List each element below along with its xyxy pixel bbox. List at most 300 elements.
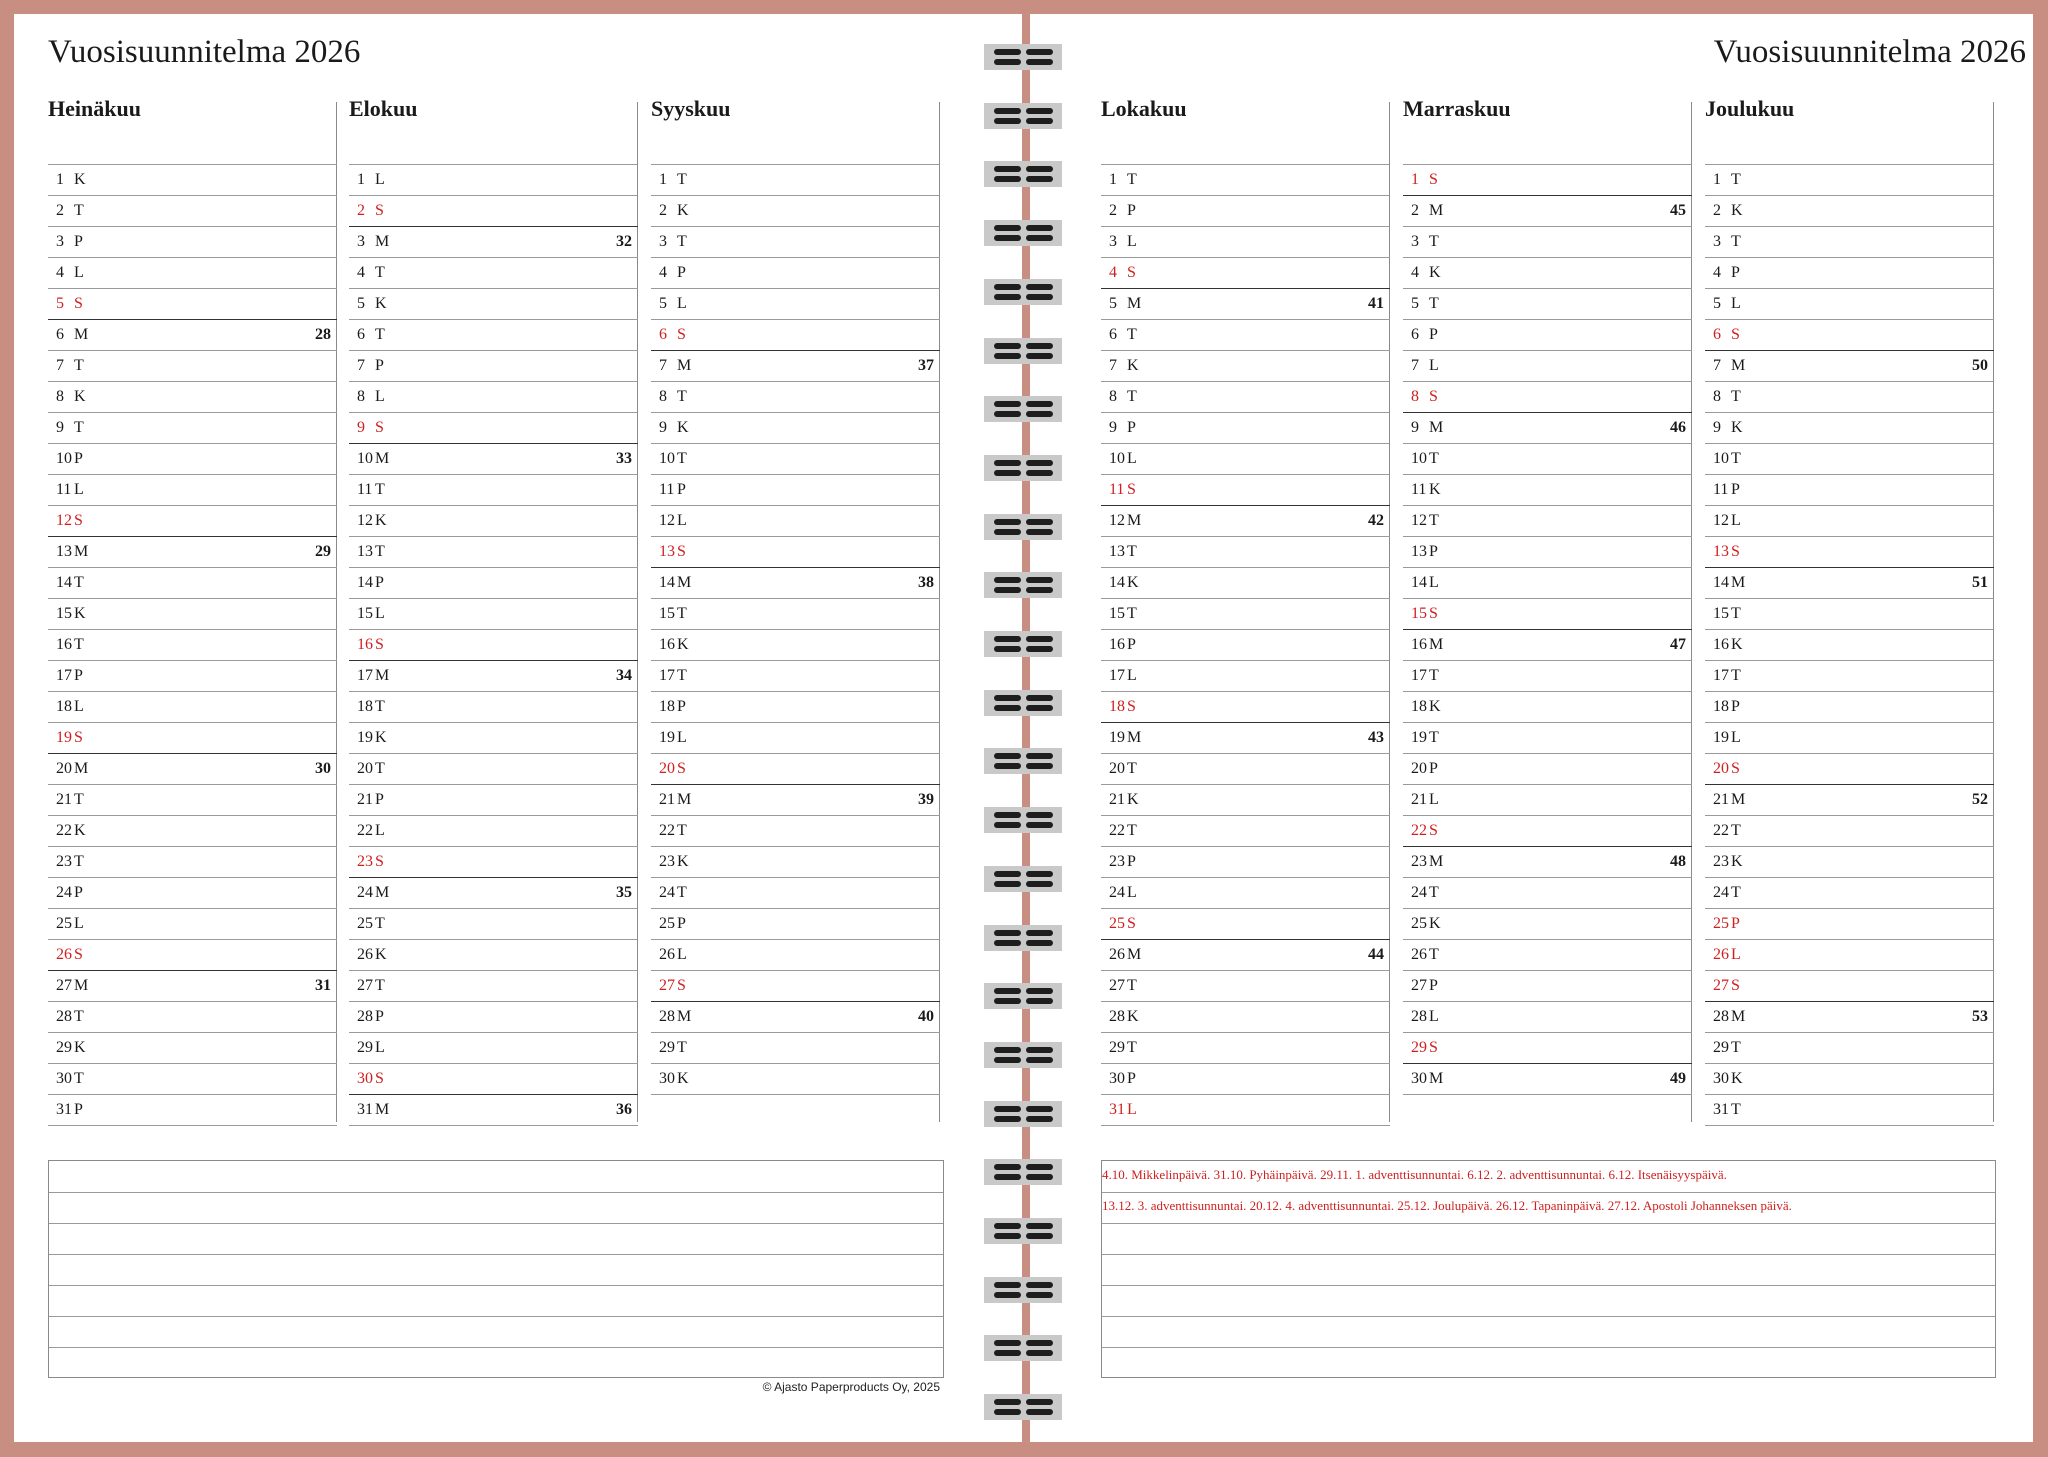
weekday-letter: T bbox=[74, 791, 84, 808]
day-row[interactable] bbox=[1705, 568, 1994, 599]
day-row[interactable] bbox=[651, 506, 940, 537]
day-row[interactable] bbox=[1403, 940, 1692, 971]
day-row[interactable] bbox=[349, 847, 638, 878]
day-number: 15 bbox=[1109, 605, 1125, 622]
note-line bbox=[1102, 1223, 1995, 1224]
day-number: 26 bbox=[1411, 946, 1427, 963]
binding-ring bbox=[984, 1277, 1062, 1303]
day-row[interactable] bbox=[1403, 258, 1692, 289]
weekday-letter: T bbox=[1127, 822, 1137, 839]
day-number: 8 bbox=[1713, 388, 1721, 405]
binding-ring bbox=[984, 748, 1062, 774]
day-number: 2 bbox=[56, 202, 64, 219]
month-name: Elokuu bbox=[349, 96, 418, 121]
binding-ring bbox=[984, 925, 1062, 951]
day-row[interactable] bbox=[651, 568, 940, 599]
day-row[interactable] bbox=[349, 351, 638, 382]
day-row[interactable] bbox=[651, 227, 940, 258]
day-row[interactable] bbox=[651, 878, 940, 909]
weekday-letter: T bbox=[1429, 512, 1439, 529]
day-row[interactable] bbox=[349, 630, 638, 661]
day-number: 17 bbox=[56, 667, 72, 684]
weekday-letter: T bbox=[1429, 667, 1439, 684]
binding-ring bbox=[984, 1159, 1062, 1185]
day-row[interactable] bbox=[1403, 289, 1692, 320]
day-row[interactable] bbox=[48, 847, 337, 878]
day-number: 21 bbox=[56, 791, 72, 808]
day-row[interactable] bbox=[349, 692, 638, 723]
weekday-letter: M bbox=[677, 574, 692, 591]
weekday-letter: M bbox=[1127, 295, 1142, 312]
day-row[interactable] bbox=[1403, 723, 1692, 754]
weekday-letter: S bbox=[375, 419, 384, 436]
day-row[interactable] bbox=[1101, 289, 1390, 320]
note-line bbox=[49, 1316, 943, 1317]
note-line bbox=[49, 1285, 943, 1286]
day-row[interactable] bbox=[651, 909, 940, 940]
day-row[interactable] bbox=[1101, 320, 1390, 351]
day-row[interactable] bbox=[349, 754, 638, 785]
day-row[interactable] bbox=[651, 320, 940, 351]
day-row[interactable] bbox=[48, 1064, 337, 1095]
day-number: 16 bbox=[56, 636, 72, 653]
binding-ring bbox=[984, 1394, 1062, 1420]
day-row[interactable] bbox=[48, 413, 337, 444]
day-row[interactable] bbox=[651, 692, 940, 723]
note-line bbox=[1102, 1347, 1995, 1348]
day-row[interactable] bbox=[1705, 444, 1994, 475]
weekday-letter: T bbox=[74, 636, 84, 653]
day-row[interactable] bbox=[1403, 382, 1692, 413]
day-row[interactable] bbox=[1403, 599, 1692, 630]
day-row[interactable] bbox=[1101, 909, 1390, 940]
day-row[interactable] bbox=[1101, 382, 1390, 413]
day-number: 3 bbox=[1713, 233, 1721, 250]
day-row[interactable] bbox=[349, 1064, 638, 1095]
weekday-letter: S bbox=[1731, 760, 1740, 777]
day-row[interactable] bbox=[1403, 506, 1692, 537]
day-row[interactable] bbox=[349, 165, 638, 196]
day-number: 21 bbox=[1411, 791, 1427, 808]
day-row[interactable] bbox=[48, 382, 337, 413]
day-row[interactable] bbox=[1101, 661, 1390, 692]
day-row[interactable] bbox=[349, 785, 638, 816]
weekday-letter: T bbox=[1731, 667, 1741, 684]
binding-ring bbox=[984, 807, 1062, 833]
day-number: 18 bbox=[1411, 698, 1427, 715]
day-row[interactable] bbox=[1403, 847, 1692, 878]
day-row[interactable] bbox=[48, 1033, 337, 1064]
day-row[interactable] bbox=[48, 568, 337, 599]
day-row[interactable] bbox=[1101, 1002, 1390, 1033]
day-number: 31 bbox=[1109, 1101, 1125, 1118]
day-row[interactable] bbox=[48, 227, 337, 258]
day-row[interactable] bbox=[1705, 816, 1994, 847]
day-row[interactable] bbox=[48, 630, 337, 661]
day-number: 19 bbox=[56, 729, 72, 746]
day-row[interactable] bbox=[1101, 816, 1390, 847]
binding-ring bbox=[984, 514, 1062, 540]
day-row[interactable] bbox=[48, 444, 337, 475]
week-number: 38 bbox=[918, 574, 934, 591]
weekday-letter: T bbox=[1731, 605, 1741, 622]
day-number: 7 bbox=[659, 357, 667, 374]
day-number: 2 bbox=[1109, 202, 1117, 219]
week-number: 37 bbox=[918, 357, 934, 374]
day-row[interactable] bbox=[1403, 1033, 1692, 1064]
day-row[interactable] bbox=[1705, 971, 1994, 1002]
weekday-letter: T bbox=[677, 233, 687, 250]
day-number: 1 bbox=[56, 171, 64, 188]
day-row[interactable] bbox=[48, 909, 337, 940]
day-row[interactable] bbox=[1101, 475, 1390, 506]
day-number: 19 bbox=[1109, 729, 1125, 746]
week-number: 31 bbox=[315, 977, 331, 994]
day-row[interactable] bbox=[1101, 537, 1390, 568]
day-row[interactable] bbox=[1705, 878, 1994, 909]
weekday-letter: K bbox=[677, 636, 689, 653]
day-row[interactable] bbox=[1101, 227, 1390, 258]
weekday-letter: P bbox=[1127, 1070, 1136, 1087]
day-row[interactable] bbox=[651, 971, 940, 1002]
weekday-letter: L bbox=[1127, 884, 1137, 901]
day-row[interactable] bbox=[1705, 289, 1994, 320]
weekday-letter: K bbox=[1731, 853, 1743, 870]
weekday-letter: M bbox=[375, 1101, 390, 1118]
day-row[interactable] bbox=[349, 661, 638, 692]
day-row[interactable] bbox=[1403, 878, 1692, 909]
day-row[interactable] bbox=[48, 165, 337, 196]
day-row[interactable] bbox=[1101, 599, 1390, 630]
day-row[interactable] bbox=[349, 413, 638, 444]
day-row[interactable] bbox=[651, 661, 940, 692]
weekday-letter: T bbox=[677, 667, 687, 684]
day-row[interactable] bbox=[48, 196, 337, 227]
day-row[interactable] bbox=[1705, 785, 1994, 816]
day-row[interactable] bbox=[651, 537, 940, 568]
day-row[interactable] bbox=[48, 599, 337, 630]
day-row[interactable] bbox=[1403, 537, 1692, 568]
day-row[interactable] bbox=[349, 227, 638, 258]
day-number: 4 bbox=[1411, 264, 1419, 281]
day-row[interactable] bbox=[651, 382, 940, 413]
day-row[interactable] bbox=[349, 878, 638, 909]
day-row[interactable] bbox=[1705, 165, 1994, 196]
day-row[interactable] bbox=[1101, 506, 1390, 537]
day-row[interactable] bbox=[1403, 909, 1692, 940]
day-row[interactable] bbox=[48, 289, 337, 320]
weekday-letter: L bbox=[375, 388, 385, 405]
day-row[interactable] bbox=[1101, 1095, 1390, 1126]
day-row[interactable] bbox=[1403, 1064, 1692, 1095]
day-number: 14 bbox=[659, 574, 675, 591]
day-row[interactable] bbox=[48, 692, 337, 723]
day-row[interactable] bbox=[1705, 196, 1994, 227]
day-row[interactable] bbox=[1101, 785, 1390, 816]
day-row[interactable] bbox=[48, 661, 337, 692]
day-row[interactable] bbox=[1101, 568, 1390, 599]
day-number: 24 bbox=[1713, 884, 1729, 901]
day-row[interactable] bbox=[349, 1002, 638, 1033]
day-number: 20 bbox=[1411, 760, 1427, 777]
day-number: 14 bbox=[357, 574, 373, 591]
day-row[interactable] bbox=[1101, 723, 1390, 754]
day-row[interactable] bbox=[1705, 351, 1994, 382]
day-row[interactable] bbox=[349, 382, 638, 413]
day-row[interactable] bbox=[651, 599, 940, 630]
day-row[interactable] bbox=[48, 506, 337, 537]
day-row[interactable] bbox=[1101, 413, 1390, 444]
day-number: 9 bbox=[659, 419, 667, 436]
day-row[interactable] bbox=[651, 816, 940, 847]
day-row[interactable] bbox=[1101, 630, 1390, 661]
day-row[interactable] bbox=[48, 816, 337, 847]
day-row[interactable] bbox=[1705, 940, 1994, 971]
day-row[interactable] bbox=[1101, 1033, 1390, 1064]
day-row[interactable] bbox=[1101, 444, 1390, 475]
day-row[interactable] bbox=[48, 785, 337, 816]
day-row[interactable] bbox=[1403, 630, 1692, 661]
day-row[interactable] bbox=[1705, 599, 1994, 630]
day-row[interactable] bbox=[651, 940, 940, 971]
day-row[interactable] bbox=[48, 351, 337, 382]
day-row[interactable] bbox=[1705, 754, 1994, 785]
day-row[interactable] bbox=[651, 1002, 940, 1033]
day-number: 27 bbox=[1411, 977, 1427, 994]
day-row[interactable] bbox=[48, 320, 337, 351]
day-row[interactable] bbox=[1705, 692, 1994, 723]
day-row[interactable] bbox=[48, 754, 337, 785]
day-row[interactable] bbox=[1705, 475, 1994, 506]
day-row[interactable] bbox=[1705, 909, 1994, 940]
day-row[interactable] bbox=[349, 444, 638, 475]
day-row[interactable] bbox=[1705, 227, 1994, 258]
day-row[interactable] bbox=[48, 971, 337, 1002]
weekday-letter: S bbox=[677, 760, 686, 777]
day-row[interactable] bbox=[1403, 754, 1692, 785]
day-row[interactable] bbox=[1705, 320, 1994, 351]
day-row[interactable] bbox=[1403, 351, 1692, 382]
day-row[interactable] bbox=[349, 940, 638, 971]
weekday-letter: T bbox=[74, 1070, 84, 1087]
weekday-letter: K bbox=[1127, 791, 1139, 808]
day-row[interactable] bbox=[349, 258, 638, 289]
day-row[interactable] bbox=[1403, 413, 1692, 444]
day-number: 27 bbox=[56, 977, 72, 994]
day-row[interactable] bbox=[1403, 1002, 1692, 1033]
day-row[interactable] bbox=[1403, 475, 1692, 506]
day-number: 29 bbox=[56, 1039, 72, 1056]
day-row[interactable] bbox=[349, 475, 638, 506]
day-number: 29 bbox=[1713, 1039, 1729, 1056]
day-row[interactable] bbox=[1101, 971, 1390, 1002]
day-number: 28 bbox=[357, 1008, 373, 1025]
day-number: 9 bbox=[1109, 419, 1117, 436]
day-row[interactable] bbox=[651, 847, 940, 878]
day-row[interactable] bbox=[1403, 165, 1692, 196]
day-row[interactable] bbox=[1705, 258, 1994, 289]
weekday-letter: T bbox=[74, 357, 84, 374]
day-number: 30 bbox=[56, 1070, 72, 1087]
day-row[interactable] bbox=[349, 506, 638, 537]
weekday-letter: L bbox=[1127, 450, 1137, 467]
weekday-letter: T bbox=[1429, 295, 1439, 312]
day-row[interactable] bbox=[349, 909, 638, 940]
day-row[interactable] bbox=[48, 258, 337, 289]
day-row[interactable] bbox=[1101, 754, 1390, 785]
day-row[interactable] bbox=[651, 289, 940, 320]
day-row[interactable] bbox=[651, 754, 940, 785]
day-row[interactable] bbox=[48, 537, 337, 568]
day-number: 10 bbox=[56, 450, 72, 467]
weekday-letter: M bbox=[1127, 729, 1142, 746]
day-number: 5 bbox=[1109, 295, 1117, 312]
day-row[interactable] bbox=[1403, 692, 1692, 723]
day-number: 6 bbox=[1109, 326, 1117, 343]
day-row[interactable] bbox=[349, 599, 638, 630]
weekday-letter: K bbox=[1429, 481, 1441, 498]
note-line bbox=[49, 1192, 943, 1193]
weekday-letter: T bbox=[1731, 233, 1741, 250]
day-number: 15 bbox=[1713, 605, 1729, 622]
day-row[interactable] bbox=[651, 196, 940, 227]
day-number: 19 bbox=[659, 729, 675, 746]
week-number: 47 bbox=[1670, 636, 1686, 653]
binding-ring bbox=[984, 44, 1062, 70]
weekday-letter: L bbox=[74, 915, 84, 932]
day-row[interactable] bbox=[1705, 661, 1994, 692]
day-row[interactable] bbox=[1705, 413, 1994, 444]
day-row[interactable] bbox=[349, 1033, 638, 1064]
day-row[interactable] bbox=[1101, 196, 1390, 227]
day-row[interactable] bbox=[1403, 568, 1692, 599]
day-row[interactable] bbox=[349, 196, 638, 227]
weekday-letter: T bbox=[375, 915, 385, 932]
day-row[interactable] bbox=[651, 723, 940, 754]
weekday-letter: P bbox=[1731, 698, 1740, 715]
day-row[interactable] bbox=[1705, 1002, 1994, 1033]
day-row[interactable] bbox=[1101, 847, 1390, 878]
day-row[interactable] bbox=[651, 351, 940, 382]
day-number: 19 bbox=[1411, 729, 1427, 746]
day-row[interactable] bbox=[1403, 227, 1692, 258]
day-row[interactable] bbox=[1403, 785, 1692, 816]
day-row[interactable] bbox=[1101, 878, 1390, 909]
day-number: 18 bbox=[659, 698, 675, 715]
day-row[interactable] bbox=[1101, 351, 1390, 382]
day-row[interactable] bbox=[1101, 692, 1390, 723]
day-number: 7 bbox=[1109, 357, 1117, 374]
day-row[interactable] bbox=[1101, 1064, 1390, 1095]
day-number: 30 bbox=[1411, 1070, 1427, 1087]
weekday-letter: L bbox=[375, 822, 385, 839]
day-number: 24 bbox=[659, 884, 675, 901]
day-row[interactable] bbox=[651, 475, 940, 506]
day-number: 22 bbox=[56, 822, 72, 839]
weekday-letter: P bbox=[375, 791, 384, 808]
day-row[interactable] bbox=[1705, 537, 1994, 568]
day-row[interactable] bbox=[349, 723, 638, 754]
day-row[interactable] bbox=[651, 413, 940, 444]
day-row[interactable] bbox=[349, 816, 638, 847]
day-row[interactable] bbox=[651, 785, 940, 816]
day-row[interactable] bbox=[1403, 444, 1692, 475]
day-row[interactable] bbox=[651, 165, 940, 196]
day-row[interactable] bbox=[349, 568, 638, 599]
day-number: 17 bbox=[659, 667, 675, 684]
day-number: 23 bbox=[1109, 853, 1125, 870]
day-row[interactable] bbox=[651, 444, 940, 475]
day-row[interactable] bbox=[349, 1095, 638, 1126]
day-row[interactable] bbox=[48, 475, 337, 506]
day-number: 3 bbox=[1411, 233, 1419, 250]
day-row[interactable] bbox=[1403, 320, 1692, 351]
day-row[interactable] bbox=[48, 940, 337, 971]
weekday-letter: T bbox=[375, 698, 385, 715]
weekday-letter: T bbox=[1127, 388, 1137, 405]
weekday-letter: T bbox=[1429, 946, 1439, 963]
day-number: 20 bbox=[1109, 760, 1125, 777]
weekday-letter: T bbox=[375, 481, 385, 498]
day-row[interactable] bbox=[1101, 165, 1390, 196]
day-number: 4 bbox=[357, 264, 365, 281]
day-row[interactable] bbox=[1705, 847, 1994, 878]
day-row[interactable] bbox=[1403, 971, 1692, 1002]
day-row[interactable] bbox=[651, 1064, 940, 1095]
day-number: 21 bbox=[357, 791, 373, 808]
day-row[interactable] bbox=[1705, 1033, 1994, 1064]
day-row[interactable] bbox=[1403, 661, 1692, 692]
day-row[interactable] bbox=[1705, 506, 1994, 537]
weekday-letter: P bbox=[375, 357, 384, 374]
day-row[interactable] bbox=[1705, 723, 1994, 754]
day-row[interactable] bbox=[1101, 258, 1390, 289]
day-row[interactable] bbox=[349, 971, 638, 1002]
day-row[interactable] bbox=[1403, 196, 1692, 227]
day-row[interactable] bbox=[1705, 1095, 1994, 1126]
weekday-letter: P bbox=[1731, 264, 1740, 281]
week-number: 43 bbox=[1368, 729, 1384, 746]
day-row[interactable] bbox=[48, 1002, 337, 1033]
day-row[interactable] bbox=[48, 723, 337, 754]
day-row[interactable] bbox=[651, 630, 940, 661]
day-row[interactable] bbox=[48, 878, 337, 909]
day-row[interactable] bbox=[1101, 940, 1390, 971]
day-row[interactable] bbox=[1705, 630, 1994, 661]
day-number: 4 bbox=[1713, 264, 1721, 281]
day-number: 5 bbox=[1411, 295, 1419, 312]
day-row[interactable] bbox=[651, 258, 940, 289]
day-row[interactable] bbox=[651, 1033, 940, 1064]
day-number: 4 bbox=[56, 264, 64, 281]
day-row[interactable] bbox=[349, 320, 638, 351]
day-row[interactable] bbox=[1403, 816, 1692, 847]
day-row[interactable] bbox=[1705, 382, 1994, 413]
day-number: 16 bbox=[1411, 636, 1427, 653]
day-number: 31 bbox=[56, 1101, 72, 1118]
weekday-letter: T bbox=[677, 388, 687, 405]
weekday-letter: S bbox=[1429, 822, 1438, 839]
day-row[interactable] bbox=[48, 1095, 337, 1126]
binding-ring bbox=[984, 1101, 1062, 1127]
weekday-letter: M bbox=[1429, 853, 1444, 870]
right-page bbox=[1030, 14, 2033, 1442]
weekday-letter: L bbox=[1731, 946, 1741, 963]
day-row[interactable] bbox=[349, 537, 638, 568]
day-row[interactable] bbox=[349, 289, 638, 320]
day-row[interactable] bbox=[1705, 1064, 1994, 1095]
day-number: 21 bbox=[1713, 791, 1729, 808]
